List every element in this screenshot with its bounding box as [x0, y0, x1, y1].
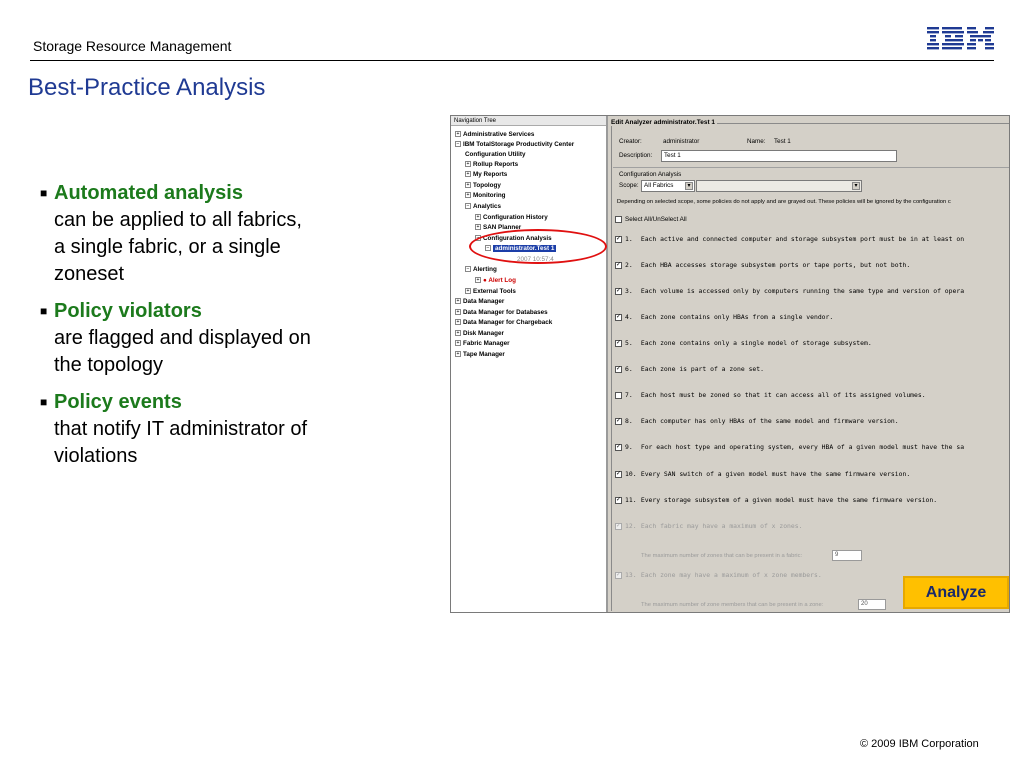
policy-description: Each host must be zoned so that it can access all of its assigned volumes. — [637, 391, 926, 399]
analyze-button[interactable]: Analyze — [903, 576, 1009, 609]
expand-icon[interactable]: + — [456, 351, 460, 358]
name-value: Test 1 — [774, 138, 791, 145]
tree-item[interactable] — [465, 151, 526, 159]
select-all-label: Select All/UnSelect All — [625, 216, 687, 223]
policy-checkbox[interactable]: ✓ — [616, 523, 622, 529]
policy-description: Each computer has only HBAs of the same model and firmware version. — [637, 417, 899, 425]
tree-item-label: Alert Log — [488, 277, 516, 284]
policy-checkbox[interactable]: ✓ — [616, 236, 622, 242]
expand-icon[interactable]: + — [476, 224, 480, 231]
policy-text — [625, 470, 910, 478]
bullet-square-icon: ■ — [40, 304, 48, 318]
tree-item-label: Data Manager — [463, 298, 505, 305]
scope-note: Depending on selected scope, some policies do not apply and are grayed out. These policies will be ignored by the configuration c — [617, 199, 951, 205]
tree-item-label: Fabric Manager — [463, 340, 510, 347]
scope-select[interactable] — [641, 180, 695, 192]
policy-text — [625, 235, 964, 243]
bullet-heading: Policy events — [54, 391, 182, 413]
policy-checkbox[interactable]: ✓ — [616, 471, 622, 477]
navigation-tree — [451, 116, 608, 613]
policy-checkbox[interactable]: ✓ — [616, 288, 622, 294]
creator-value: administrator — [663, 138, 700, 145]
tree-item-label: Configuration Analysis — [483, 235, 552, 242]
expand-icon[interactable]: + — [466, 192, 470, 199]
editor-title: Edit Analyzer administrator.Test 1 — [611, 119, 716, 126]
tree-item-label: Tape Manager — [463, 351, 505, 358]
tree-item-label: Alerting — [473, 266, 497, 273]
tree-item[interactable] — [455, 330, 504, 338]
policy-text — [625, 443, 964, 451]
creator-label: Creator: — [619, 138, 642, 145]
collapse-icon[interactable]: − — [466, 266, 470, 273]
tree-item[interactable] — [455, 298, 504, 306]
copyright: © 2009 IBM Corporation — [860, 738, 979, 750]
expand-icon[interactable]: + — [456, 309, 460, 316]
bullet-text: a single fabric, or a single — [54, 236, 281, 258]
select-all-checkbox[interactable] — [615, 216, 622, 223]
tree-item-label: SAN Planner — [483, 224, 522, 231]
policy-description: Each HBA accesses storage subsystem ports or tape ports, but not both. — [637, 261, 911, 269]
tree-item[interactable] — [465, 288, 516, 296]
tree-item-label: Data Manager for Chargeback — [463, 319, 553, 326]
policy-checkbox[interactable]: ✓ — [616, 572, 622, 578]
tree-item-label: administrator.Test 1 — [495, 245, 555, 252]
policy-text — [625, 261, 910, 269]
description-input[interactable]: Test 1 — [661, 150, 897, 162]
policy-text — [625, 522, 802, 530]
highlight-oval — [469, 229, 607, 264]
policy-checkbox[interactable]: ✓ — [616, 366, 622, 372]
expand-icon[interactable]: + — [456, 319, 460, 326]
tree-item[interactable] — [465, 161, 518, 169]
chevron-down-icon[interactable]: ▾ — [685, 182, 693, 190]
policy-number: 7. — [625, 391, 633, 399]
policy-number: 1. — [625, 235, 633, 243]
policy-description: Each zone contains only HBAs from a single vendor. — [637, 313, 834, 321]
policy-text — [625, 339, 872, 347]
policy-number: 13. — [625, 571, 637, 579]
collapse-icon[interactable]: − — [466, 203, 470, 210]
tree-item-label: IBM TotalStorage Productivity Center — [463, 141, 575, 148]
tree-item[interactable] — [465, 203, 501, 211]
policy-description: Each volume is accessed only by computers running the same type and version of opera — [637, 287, 965, 295]
tree-item[interactable] — [455, 340, 510, 348]
policy-text — [625, 571, 822, 579]
bullet-text: the topology — [54, 354, 163, 376]
expand-icon[interactable]: + — [466, 288, 470, 295]
policy-checkbox[interactable]: ✓ — [616, 497, 622, 503]
tree-item[interactable] — [455, 309, 548, 317]
expand-icon[interactable]: + — [466, 171, 470, 178]
policy-number: 8. — [625, 417, 633, 425]
bullet-list — [40, 180, 420, 480]
scope-label: Scope: — [619, 182, 639, 189]
policy-number: 4. — [625, 313, 633, 321]
chevron-down-icon[interactable]: ▾ — [852, 182, 860, 190]
collapse-icon[interactable]: − — [476, 235, 480, 242]
policy-number: 11. — [625, 496, 637, 504]
tree-item[interactable] — [455, 351, 505, 359]
page-title: Best-Practice Analysis — [28, 74, 266, 101]
tree-item-label: My Reports — [473, 171, 508, 178]
bullet-text: can be applied to all fabrics, — [54, 209, 302, 231]
description-label: Description: — [619, 152, 653, 159]
analyzer-editor — [609, 116, 1010, 613]
bullet-square-icon: ■ — [40, 186, 48, 200]
scope-select-value: All Fabrics — [644, 182, 674, 189]
header-rule — [30, 60, 994, 61]
expand-icon[interactable]: + — [476, 214, 480, 221]
tree-item[interactable] — [465, 192, 506, 200]
policy-number: 3. — [625, 287, 633, 295]
policy-description: Each zone contains only a single model of storage subsystem. — [637, 339, 872, 347]
tree-item-label: Disk Manager — [463, 330, 504, 337]
section-divider — [613, 167, 1010, 168]
tree-item[interactable] — [455, 319, 552, 327]
expand-icon[interactable]: + — [466, 161, 470, 168]
policy-description: Each fabric may have a maximum of x zones. — [637, 522, 803, 530]
tree-item[interactable] — [455, 141, 574, 149]
policy-number: 6. — [625, 365, 633, 373]
policy-description: Every storage subsystem of a given model must have the same firmware version. — [637, 496, 938, 504]
policy-checkbox[interactable]: ✓ — [616, 340, 622, 346]
tree-item[interactable] — [465, 266, 497, 274]
expand-icon[interactable]: + — [466, 182, 470, 189]
policy-description: Each zone is part of a zone set. — [637, 365, 764, 373]
bullet-text: zoneset — [54, 263, 125, 285]
policy-checkbox[interactable]: ✓ — [616, 262, 622, 268]
tree-item-label: Topology — [473, 182, 501, 189]
bullet-text: that notify IT administrator of — [54, 418, 308, 440]
tree-item-label: Data Manager for Databases — [463, 309, 548, 316]
name-label: Name: — [747, 138, 766, 145]
bullet-policy-events — [40, 389, 420, 470]
policy-number: 10. — [625, 470, 637, 478]
policy-text — [625, 287, 964, 295]
policy-checkbox[interactable] — [615, 392, 622, 399]
bullet-text: violations — [54, 445, 138, 467]
bullet-square-icon: ■ — [40, 395, 48, 409]
bullet-heading: Automated analysis — [54, 182, 243, 204]
policy-text — [625, 365, 764, 373]
navigation-tree-header: Navigation Tree — [451, 116, 606, 126]
policy-number: 12. — [625, 522, 637, 530]
tree-item[interactable] — [475, 277, 516, 285]
bullet-heading: Policy violators — [54, 300, 202, 322]
max-members-input[interactable]: 20 — [858, 599, 886, 610]
config-section-label: Configuration Analysis — [619, 171, 682, 178]
policy-text — [625, 417, 899, 425]
tree-item[interactable] — [455, 131, 534, 139]
policy-checkbox[interactable]: ✓ — [616, 418, 622, 424]
max-zones-input[interactable]: 9 — [832, 550, 862, 561]
policy-text — [625, 496, 937, 504]
expand-icon[interactable]: + — [456, 298, 460, 305]
policy-description: For each host type and operating system, every HBA of a given model must have the sa — [637, 443, 965, 451]
tree-item-label: 2007 10:57:4 — [517, 256, 554, 263]
bullet-text: are flagged and displayed on — [54, 327, 311, 349]
collapse-icon[interactable]: − — [486, 245, 490, 252]
tree-item-label: External Tools — [473, 288, 516, 295]
expand-icon[interactable]: + — [456, 131, 460, 138]
policy-checkbox[interactable]: ✓ — [616, 444, 622, 450]
expand-icon[interactable]: + — [476, 277, 480, 284]
tree-item[interactable] — [475, 214, 548, 222]
policy-description: Each active and connected computer and storage subsystem port must be in at least on — [637, 235, 965, 243]
bullet-policy-violators — [40, 298, 420, 379]
collapse-icon[interactable]: − — [456, 141, 460, 148]
fabric-select[interactable] — [696, 180, 862, 192]
header-title: Storage Resource Management — [33, 38, 232, 54]
bullet-automated-analysis — [40, 180, 420, 288]
expand-icon[interactable]: + — [456, 340, 460, 347]
tree-item[interactable] — [465, 171, 507, 179]
alert-icon: ● — [483, 277, 489, 284]
policy-text — [625, 391, 926, 399]
tree-item-label: Administrative Services — [463, 131, 535, 138]
max-zones-label: The maximum number of zones that can be present in a fabric: — [641, 553, 803, 559]
app-screenshot — [450, 115, 1010, 613]
expand-icon[interactable]: + — [456, 330, 460, 337]
policy-checkbox[interactable]: ✓ — [616, 314, 622, 320]
policy-text — [625, 313, 833, 321]
policy-description: Each zone may have a maximum of x zone members. — [637, 571, 822, 579]
policy-description: Every SAN switch of a given model must have the same firmware version. — [637, 470, 911, 478]
max-members-label: The maximum number of zone members that can be present in a zone: — [641, 602, 824, 608]
policy-number: 2. — [625, 261, 633, 269]
policy-number: 5. — [625, 339, 633, 347]
tree-item-label: Analytics — [473, 203, 501, 210]
ibm-logo — [927, 25, 995, 53]
tree-item-label: Rollup Reports — [473, 161, 519, 168]
tree-item-label: Configuration Utility — [465, 151, 526, 158]
tree-item-label: Configuration History — [483, 214, 548, 221]
tree-item-label: Monitoring — [473, 192, 506, 199]
tree-item[interactable] — [465, 182, 501, 190]
policy-number: 9. — [625, 443, 633, 451]
